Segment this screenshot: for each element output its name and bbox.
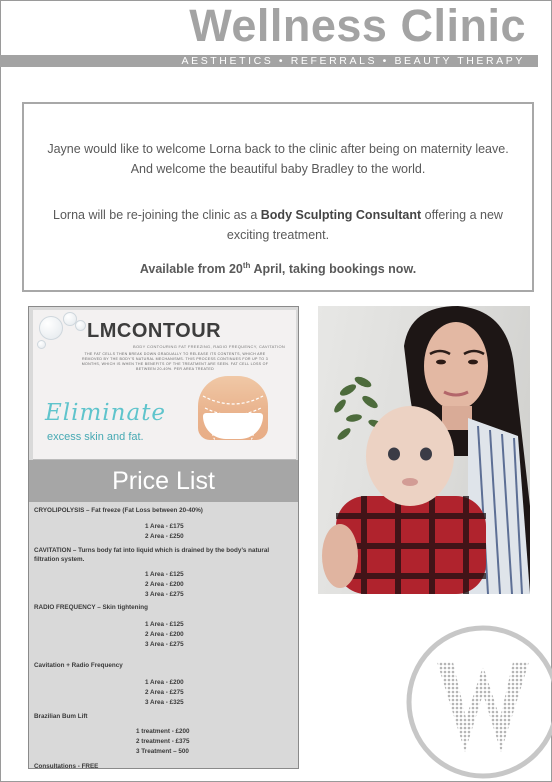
photo-illustration <box>318 306 530 594</box>
contour-dashes-icon <box>193 376 273 442</box>
price-option: 2 Area - £275 <box>145 689 184 696</box>
promo-panel <box>28 306 299 769</box>
availability-sup: th <box>242 260 251 270</box>
bubble-graphic <box>39 316 63 340</box>
availability-end: April, taking bookings now. <box>250 262 417 276</box>
price-section-title: CAVITATION – Turns body fat into liquid which is drained by the body’s natural filtration system. <box>34 547 270 563</box>
price-option: 1 Area - £200 <box>145 679 184 686</box>
price-option: 1 Area - £175 <box>145 523 184 530</box>
role-paragraph <box>40 205 516 245</box>
welcome-paragraph: Jayne would like to welcome Lorna back to the clinic after being on maternity leave. And welcome the beautiful baby Bradley to the world. <box>47 142 509 176</box>
advert-subtitle: BODY CONTOURING FAT FREEZING, RADIO FREQUENCY, CAVITATION <box>133 344 286 349</box>
price-option: 2 Area - £200 <box>145 631 184 638</box>
lmcontour-logo: LMCONTOUR <box>87 320 222 342</box>
price-list-heading: Price List <box>29 460 298 502</box>
availability-line <box>40 259 516 279</box>
price-section-title: Brazilian Bum Lift <box>34 713 88 720</box>
role-text-end: offering a new exciting treatment. <box>226 208 503 242</box>
price-section-title: Consultations - FREE <box>34 763 99 770</box>
bubble-graphic <box>75 320 86 331</box>
bubble-graphic <box>37 340 46 349</box>
price-option: 3 Area - £275 <box>145 591 184 598</box>
price-option: 1 Area - £125 <box>145 571 184 578</box>
price-option: 1 treatment - £200 <box>136 728 190 735</box>
lmcontour-advert <box>33 310 296 460</box>
mother-baby-photo <box>318 306 530 594</box>
price-option: 3 Treatment – 500 <box>136 748 189 755</box>
price-option: 3 Area - £275 <box>145 641 184 648</box>
clinic-title: Wellness Clinic <box>189 0 526 51</box>
price-option: 1 Area - £125 <box>145 621 184 628</box>
announcement-box <box>22 102 534 292</box>
clinic-tagline: AESTHETICS • REFERRALS • BEAUTY THERAPY <box>181 55 525 67</box>
role-title: Body Sculpting Consultant <box>260 208 422 222</box>
price-option: 2 treatment - £375 <box>136 738 190 745</box>
role-text-start: Lorna will be re-joining the clinic as a <box>53 208 261 222</box>
advert-fine-print: THE FAT CELLS THEN BREAK DOWN GRADUALLY TO RELEASE ITS CONTENTS, WHICH ARE REMOVED BY THE BODY'S NATURAL MECHANISMS. THIS PROCESS CONTINUES FOR UP TO 3 MONTHS, WHICH IS WHEN THE BENEFITS OF THE TREATMENT ARE SEEN. FAT CELL LOSS OF BETWEEN 20-40%. PER AREA TREATED <box>81 352 269 371</box>
price-option: 2 Area - £200 <box>145 581 184 588</box>
availability-start: Available from 20 <box>139 262 243 276</box>
price-section-title: RADIO FREQUENCY – Skin tightening <box>34 604 148 611</box>
price-section-title: CRYOLIPOLYSIS – Fat freeze (Fat Loss between 20-40%) <box>34 507 203 514</box>
clinic-watermark-logo <box>403 622 552 782</box>
price-section-title: Cavitation + Radio Frequency <box>34 662 123 669</box>
price-option: 2 Area - £250 <box>145 533 184 540</box>
price-option: 3 Area - £325 <box>145 699 184 706</box>
advert-headline: Eliminate <box>45 400 167 426</box>
advert-tagline: excess skin and fat. <box>47 431 144 443</box>
